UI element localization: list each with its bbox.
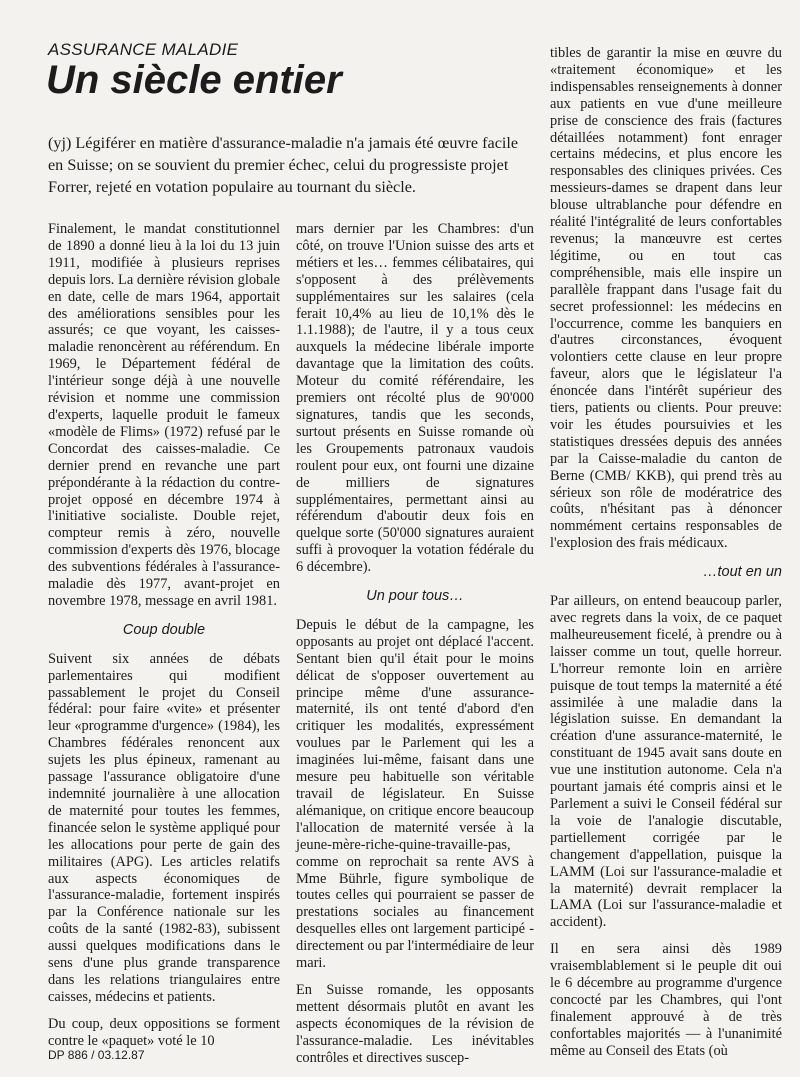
- lead-paragraph: (yj) Légiférer en matière d'assurance-maladie n'a jamais été œuvre facile en Suisse; on se souvient du premier échec, celui du progressiste projet Forrer, rejeté en votation populaire au tournant du siècle.: [48, 134, 519, 196]
- paragraph: Suivent six années de débats parlementaires qui modifient passablement le projet du Conseil fédéral: pour faire «vite» et présenter leur «programme d'urgence» (1984), les Chambres fédérales renoncent aux sujets les plus épineux, ramenant au passage l'assurance obligatoire d'une indemnité journalière à une allocation de maternité pour toutes les femmes, financée selon le système appliqué pour les allocations pour perte de gain des militaires (APG). Les articles relatifs aux aspects économiques de l'assurance-maladie, fortement inspirés par la Conférence nationale sur les coûts de la santé (1982-83), subissent aussi quelques modifications dans le sens d'une plus grande transparence dans les relations triangulaires entre caisses, médecins et patients.: [48, 650, 280, 1005]
- paragraph: mars dernier par les Chambres: d'un côté, on trouve l'Union suisse des arts et métiers et les… femmes célibataires, qui s'opposent à des prélèvements supplémentaires sur les salaires (cela ferait 10,4% au lieu de 10,1% dès le 1.1.1988); de l'autre, il y a tous ceux auxquels la médecine libérale importe davantage que la limitation des coûts. Moteur du comité référendaire, les premiers ont récolté plus de 90'000 signatures, tandis que les seconds, surtout présents en Suisse romande où les Groupements patronaux vaudois roulent pour eux, ont fourni une dizaine de milliers de signatures supplémentaires, permettant ainsi au référendum d'aboutir deux fois en quelque sorte (50'000 signatures auraient suffi à provoquer la votation fédérale du 6 décembre).: [296, 221, 534, 576]
- subheading-coup-double: Coup double: [122, 621, 206, 638]
- paragraph: Il en sera ainsi dès 1989 vraisemblablement si le peuple dit oui le 6 décembre au programme d'urgence concocté par les Chambres, qui l'ont finalement approuvé à de très confortables majorités — à l'unanimité même au Conseil des Etats (où: [550, 941, 782, 1059]
- paragraph: Depuis le début de la campagne, les opposants au projet ont déplacé l'accent. Sentant bien qu'il était pour le moins délicat de s'opposer ouvertement au principe même d'une assurance-maternité, ils ont tenté d'abord d'en critiquer les modalités, expressément voulues par le Parlement qui les a imaginées lui-même, faisant dans une mesure peu habituelle son véritable travail de législateur. En Suisse alémanique, on critique encore beaucoup l'allocation de maternité versée à la jeune-mère-riche-quine-travaille-pas, comme on reprochait sa rente AVS à Mme Bührle, figure symbolique de toutes celles qui pourraient se passer de prestations sociales au financement desquelles elles ont largement participé - directement ou par l'intermédiaire de leur mari.: [296, 616, 534, 972]
- paragraph: Du coup, deux oppositions se forment contre le «paquet» voté le 10: [48, 1015, 280, 1049]
- paragraph: Par ailleurs, on entend beaucoup parler, avec regrets dans la voix, de ce paquet malheureusement ficelé, à prendre ou à laisser comme un tout, quelle horreur. L'horreur remonte loin en arrière puisque de tout temps la maternité a été assimilée à une maladie dans la législation suisse. En demandant la création d'une assurance-maternité, le constituant de 1945 avait sans doute en vue une institution autonome. Cela n'a pourtant jamais été compris ainsi et le Parlement a suivi le Conseil fédéral sur la voie de l'analogie discutable, partiellement corrigée par le changement d'appellation, puisque la LAMM (Loi sur l'assurance-maladie et la maternité) devrait remplacer la LAMA (Loi sur l'assurance-maladie et accident).: [550, 593, 782, 931]
- subheading-tout-en-un: …tout en un: [703, 564, 782, 581]
- paragraph: En Suisse romande, les opposants mettent désormais plutôt en avant les aspects économiques de la révision de l'assurance-maladie. Les inévitables contrôles et directives suscep-: [296, 981, 534, 1066]
- article-title: Un siècle entier: [46, 58, 342, 102]
- column-2: [296, 221, 534, 1077]
- section-kicker: ASSURANCE MALADIE: [48, 40, 239, 59]
- subheading-un-pour-tous: Un pour tous…: [366, 588, 464, 605]
- paragraph: tibles de garantir la mise en œuvre du «traitement économique» et les indispensables renseignements à donner aux patients en vue d'une meilleure prise de conscience des frais (factures détaillées notamment) font enrager certains médecins, et plus encore les responsables des cliniques privées. Ces messieurs-dames se drapent dans leur blouse ultrablanche pour défendre en réalité l'intégralité de leurs confortables revenus; la manœuvre est certes légitime, ou en tout cas compréhensible, mais elle inspire un parallèle frappant dans l'usage fait du secret professionnel: les médecins en l'occurrence, comme les banquiers en d'autres circonstances, évoquent volontiers cette clause en leur propre faveur, alors que le législateur l'a énoncée dans l'intérêt supérieur des tiers, patients ou clients. Pour preuve: voir les études poursuivies et les statistiques dressées depuis des années par la Caisse-maladie du canton de Berne (CMB/ KKB), qui prend très au sérieux son rôle de modératrice des coûts, n'hésitant pas à dénoncer nommément certains responsables de l'explosion des frais médicaux.: [550, 45, 782, 552]
- issue-footer: DP 886 / 03.12.87: [48, 1048, 145, 1062]
- column-3: [550, 45, 782, 1070]
- paragraph: Finalement, le mandat constitutionnel de 1890 a donné lieu à la loi du 13 juin 1911, modifiée à plusieurs reprises depuis lors. La dernière révision globale en date, celle de mars 1964, apportait des améliorations sensibles pour les assurés; ce que voyant, les caisses-maladie renoncèrent au référendum. En 1969, le Département fédéral de l'intérieur songe déjà à une nouvelle révision et nomme une commission d'experts, laquelle produit le fameux «modèle de Flims» (1972) refusé par le Concordat des caisses-maladie. Ce dernier prend en revanche une part prépondérante à la rédaction du contre-projet opposé en décembre 1974 à l'initiative socialiste. Double rejet, compteur remis à zéro, nouvelle commission d'experts dès 1976, blocage des subventions fédérales à l'assurance-maladie dès 1977, avant-projet en novembre 1978, message en avril 1981.: [48, 221, 280, 609]
- column-1: [48, 221, 280, 1060]
